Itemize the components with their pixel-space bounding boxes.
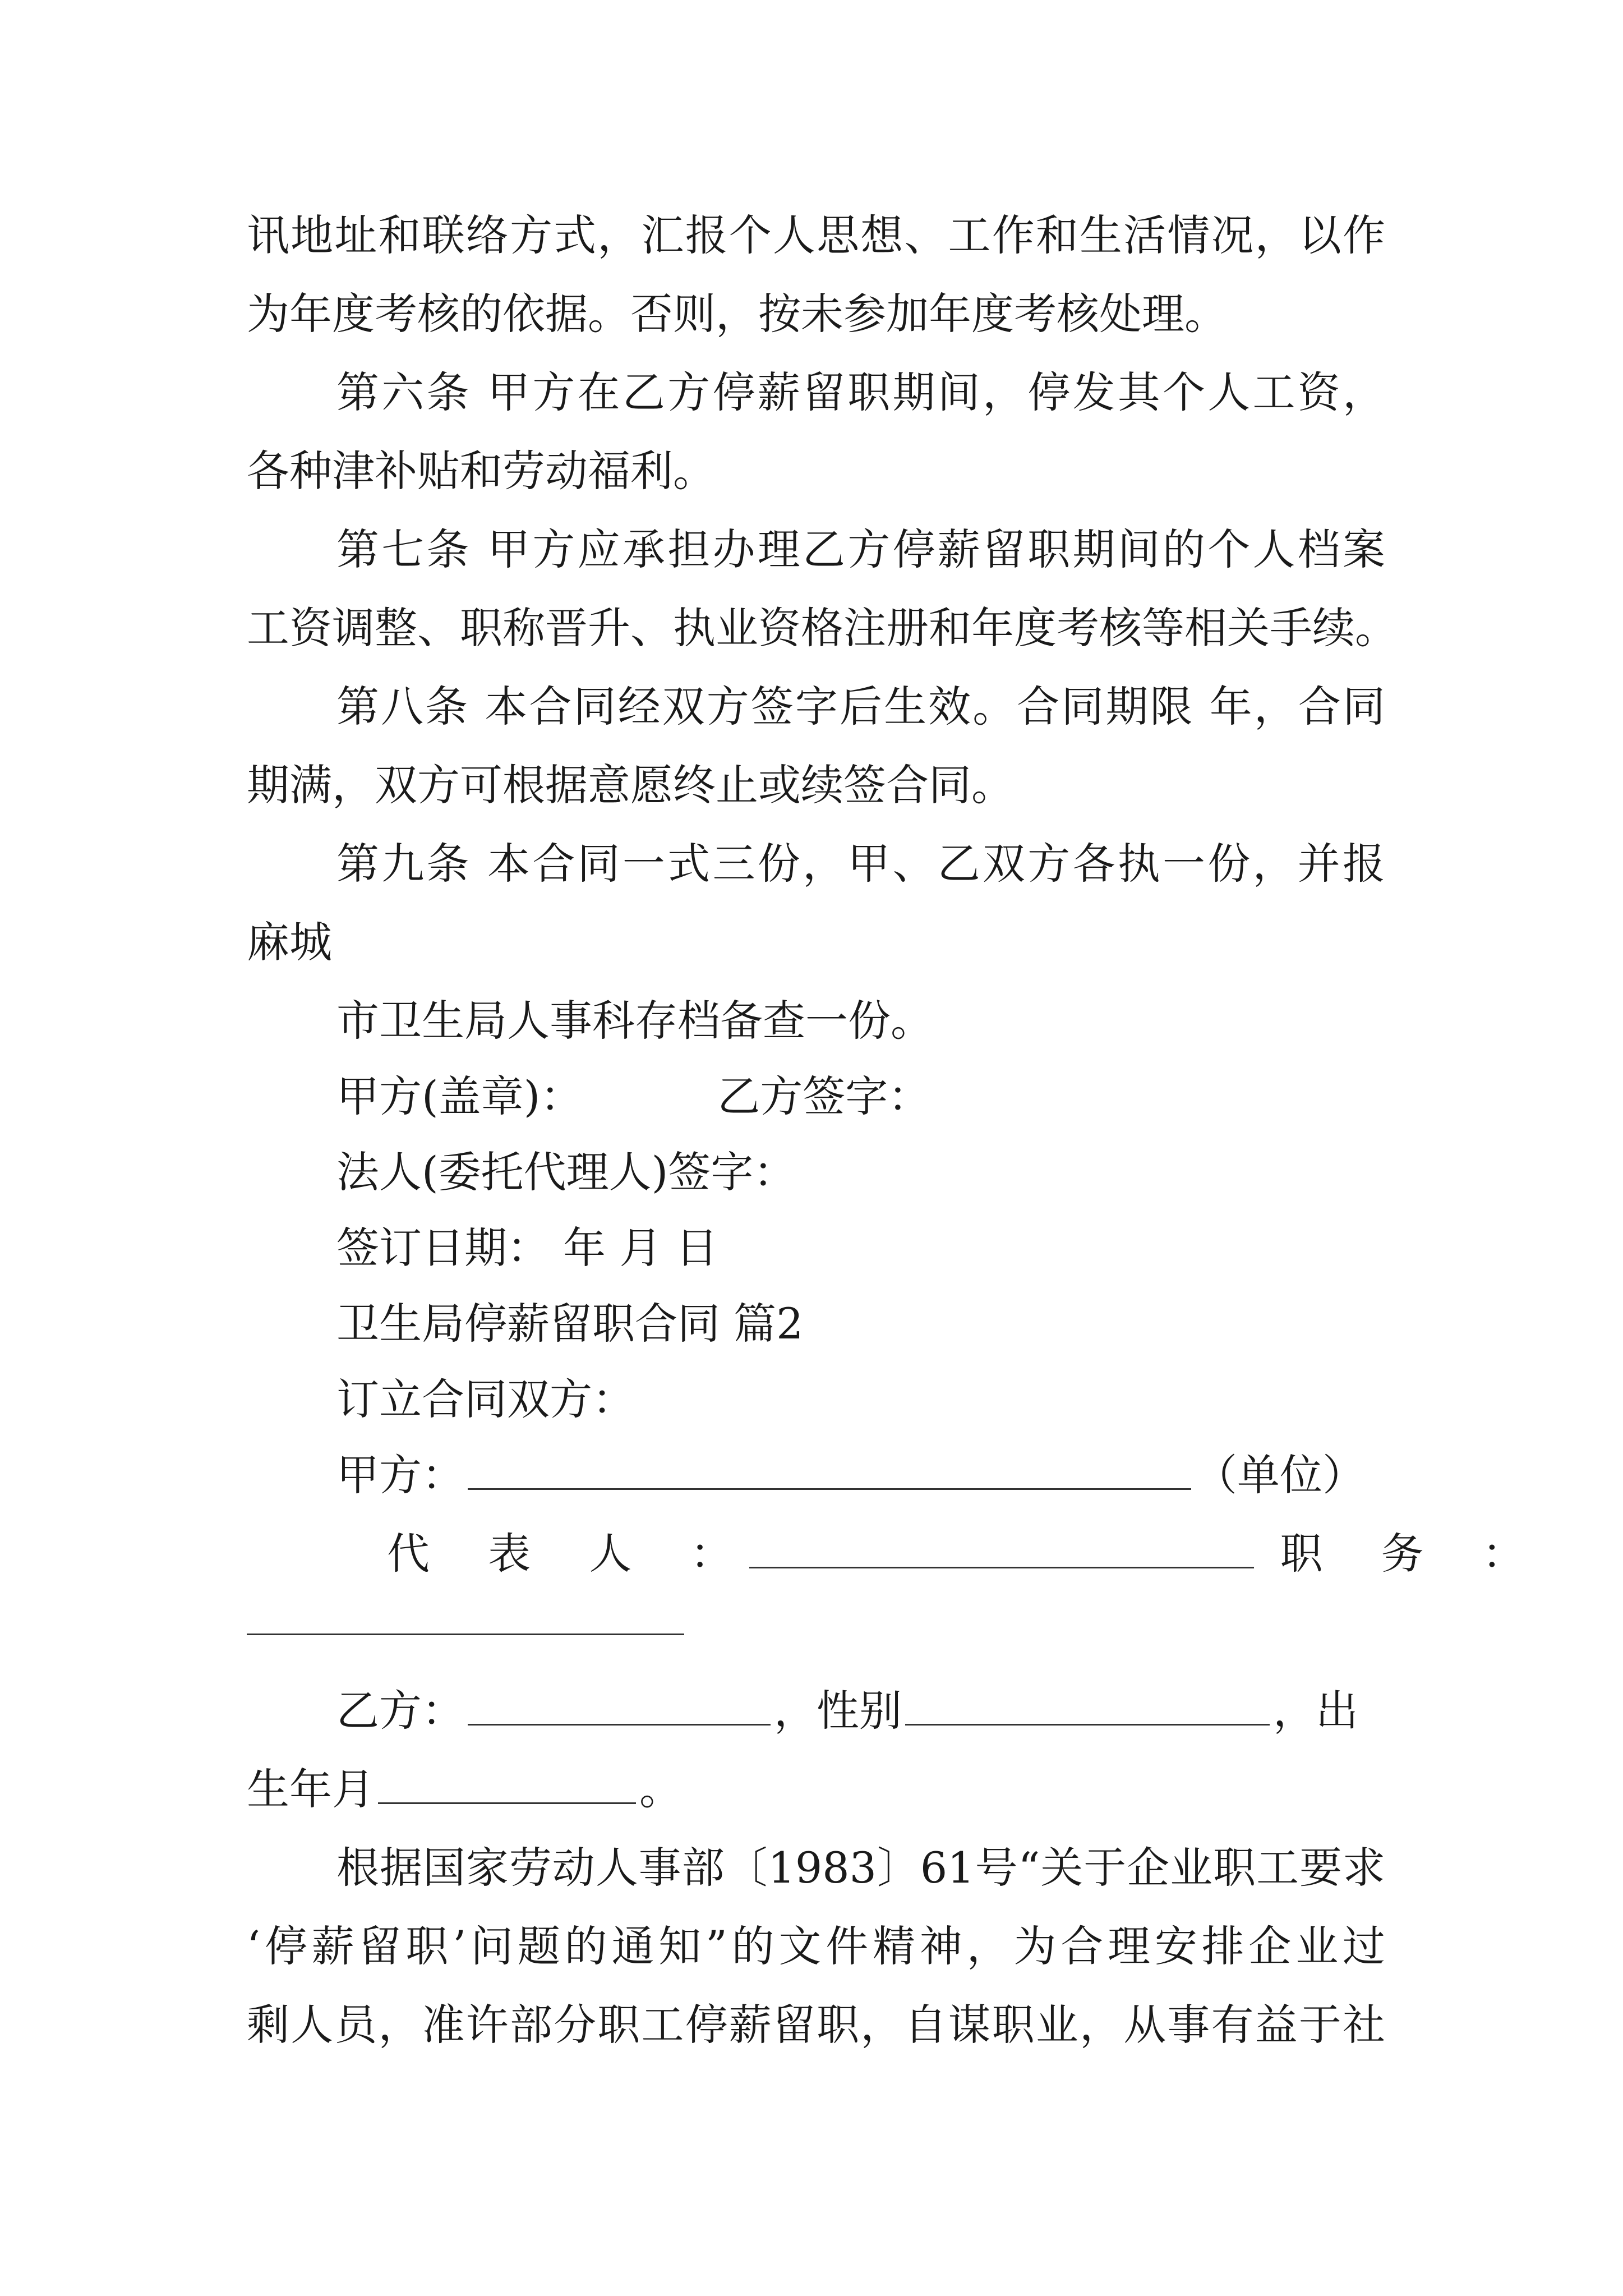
parties-label: 订立合同双方：: [336, 1374, 635, 1424]
paragraph-line: 期满，双方可根据意愿终止或续签合同。: [247, 760, 1014, 810]
party-b-name-blank: [468, 1685, 771, 1726]
gender-blank: [905, 1685, 1270, 1726]
paragraph-line: 麻城: [247, 917, 332, 967]
representative-label: 代 表 人 ：: [387, 1529, 755, 1579]
birth-end: 。: [639, 1764, 682, 1814]
section-title: 卫生局停薪留职合同 篇2: [336, 1299, 804, 1349]
birth-prefix: ，出: [1273, 1686, 1358, 1736]
article-8-line: 第八条 本合同经双方签字后生效。合同期限 年，合同: [336, 682, 1385, 731]
paragraph-line: 工资调整、职称晋升、执业资格注册和年度考核等相关手续。: [247, 603, 1398, 653]
gender-label: ，性别: [774, 1686, 902, 1736]
representative-line: [387, 1526, 1547, 1582]
paragraph-line: 市卫生局人事科存档备查一份。: [336, 996, 933, 1046]
position-label: 职 务 ：: [1280, 1529, 1547, 1579]
party-a-blank: [468, 1449, 1191, 1490]
sign-date-label: 签订日期： 年 月 日: [336, 1223, 718, 1273]
article-7-line: 第七条 甲方应承担办理乙方停薪留职期间的个人档案: [336, 524, 1385, 574]
party-a-line: [336, 1447, 1385, 1503]
paragraph-line: 剩人员，准许部分职工停薪留职，自谋职业，从事有益于社: [247, 2000, 1385, 2050]
paragraph-line: 为年度考核的依据。否则，按未参加年度考核处理。: [247, 289, 1227, 339]
party-a-label: 甲方：: [336, 1450, 464, 1500]
party-b-line: [336, 1683, 1385, 1739]
birth-blank: [378, 1763, 636, 1804]
paragraph-line: 根据国家劳动人事部〔1983〕61号“关于企业职工要求: [336, 1843, 1385, 1893]
paragraph-line: 讯地址和联络方式，汇报个人思想、工作和生活情况，以作: [247, 210, 1385, 260]
party-b-label: 乙方：: [336, 1686, 464, 1736]
article-6-line: 第六条 甲方在乙方停薪留职期间，停发其个人工资，: [336, 367, 1385, 417]
paragraph-line: 各种津补贴和劳动福利。: [247, 446, 716, 496]
unit-label: （单位）: [1195, 1450, 1365, 1500]
legal-rep-sign-label: 法人(委托代理人)签字：: [336, 1147, 796, 1197]
paragraph-line: ‘停薪留职’问题的通知”的文件精神，为合理安排企业过: [247, 1921, 1385, 1971]
position-blank: [247, 1634, 684, 1635]
party-a-seal-label: 甲方(盖章)：: [336, 1071, 583, 1121]
signature-line: [336, 1069, 1385, 1125]
representative-blank: [749, 1527, 1254, 1568]
party-b-sign-label: 乙方签字：: [717, 1071, 931, 1121]
birth-label: 生年月: [247, 1764, 375, 1814]
birth-line: [247, 1761, 1385, 1818]
article-9-line: 第九条 本合同一式三份，甲、乙双方各执一份，并报: [336, 839, 1385, 889]
